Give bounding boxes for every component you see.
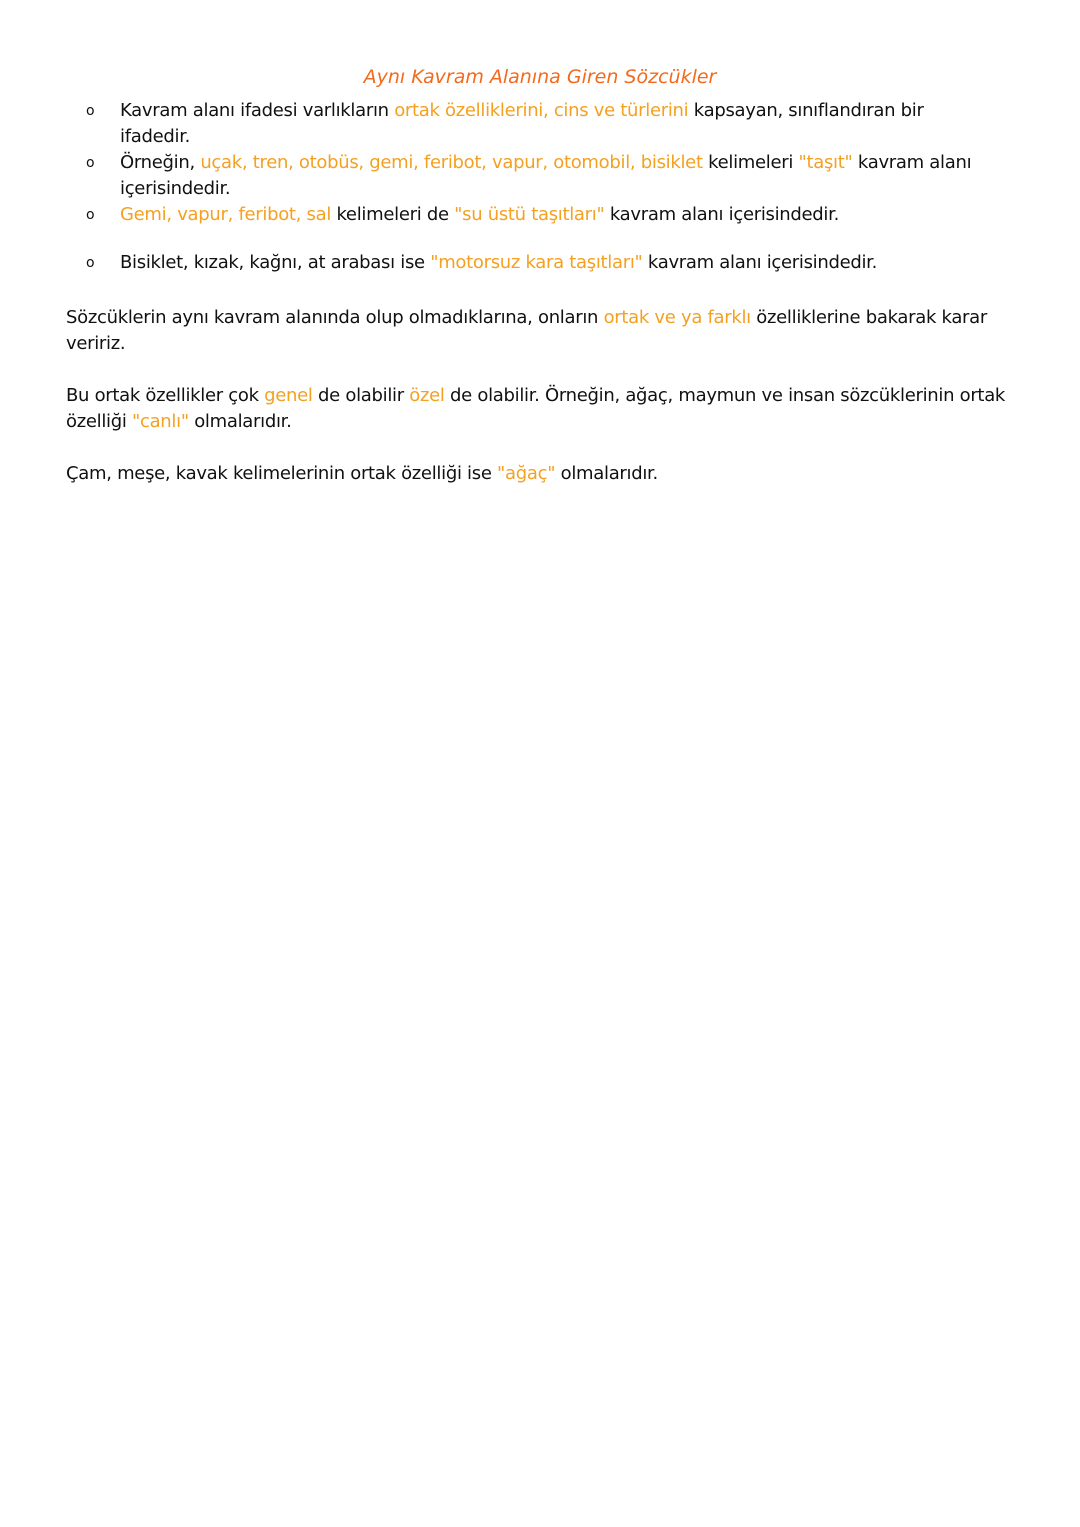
bullet-list: [86, 98, 986, 276]
text-segment: özelliklerine bakarak karar veririz.: [66, 307, 987, 354]
bullet-circle-icon: o: [86, 207, 95, 223]
text-segment: kavram alanı içerisindedir.: [604, 204, 840, 225]
list-item: [86, 98, 986, 150]
text-segment: kavram alanı içerisindedir.: [642, 252, 878, 273]
text-segment: olmalarıdır.: [555, 463, 658, 484]
highlighted-text: genel: [264, 385, 313, 406]
list-item: [86, 202, 986, 228]
text-segment: Bisiklet, kızak, kağnı, at arabası ise: [120, 252, 431, 273]
page-title: Aynı Kavram Alanına Giren Sözcükler: [363, 66, 717, 88]
text-segment: Kavram alanı ifadesi varlıkların: [120, 100, 395, 121]
highlighted-text: "motorsuz kara taşıtları": [430, 252, 643, 273]
text-segment: de olabilir. Örneğin, ağaç, maymun ve insan sözcüklerinin ortak özelliği: [66, 385, 1006, 432]
bullet-circle-icon: o: [86, 255, 95, 271]
highlighted-text: özel: [409, 385, 445, 406]
highlighted-text: "canlı": [132, 411, 189, 432]
highlighted-text: ortak ve ya farklı: [603, 307, 751, 328]
list-item: [86, 250, 986, 276]
bullet-circle-icon: o: [86, 103, 95, 119]
text-segment: Bu ortak özellikler çok: [66, 385, 265, 406]
highlighted-text: "ağaç": [497, 463, 556, 484]
paragraph: [66, 461, 1016, 487]
highlighted-text: uçak, tren, otobüs, gemi, feribot, vapur, otomobil, bisiklet: [200, 152, 703, 173]
highlighted-text: "su üstü taşıtları": [454, 204, 605, 225]
text-segment: kapsayan, sınıflandıran bir ifadedir.: [120, 100, 924, 147]
text-segment: olmalarıdır.: [188, 411, 292, 432]
highlighted-text: Gemi, vapur, feribot, sal: [120, 204, 332, 225]
bullet-circle-icon: o: [86, 155, 95, 171]
list-item: [86, 150, 986, 202]
paragraph: [66, 305, 1016, 357]
paragraph: [66, 383, 1016, 435]
text-segment: kelimeleri: [702, 152, 799, 173]
text-segment: Örneğin,: [120, 152, 201, 173]
highlighted-text: ortak özelliklerini, cins ve türlerini: [394, 100, 689, 121]
text-segment: Sözcüklerin aynı kavram alanında olup olmadıklarına, onların: [66, 307, 604, 328]
text-segment: kelimeleri de: [331, 204, 455, 225]
text-segment: de olabilir: [312, 385, 410, 406]
text-segment: Çam, meşe, kavak kelimelerinin ortak özelliği ise: [66, 463, 498, 484]
highlighted-text: "taşıt": [798, 152, 853, 173]
text-segment: kavram alanı içerisindedir.: [120, 152, 972, 199]
